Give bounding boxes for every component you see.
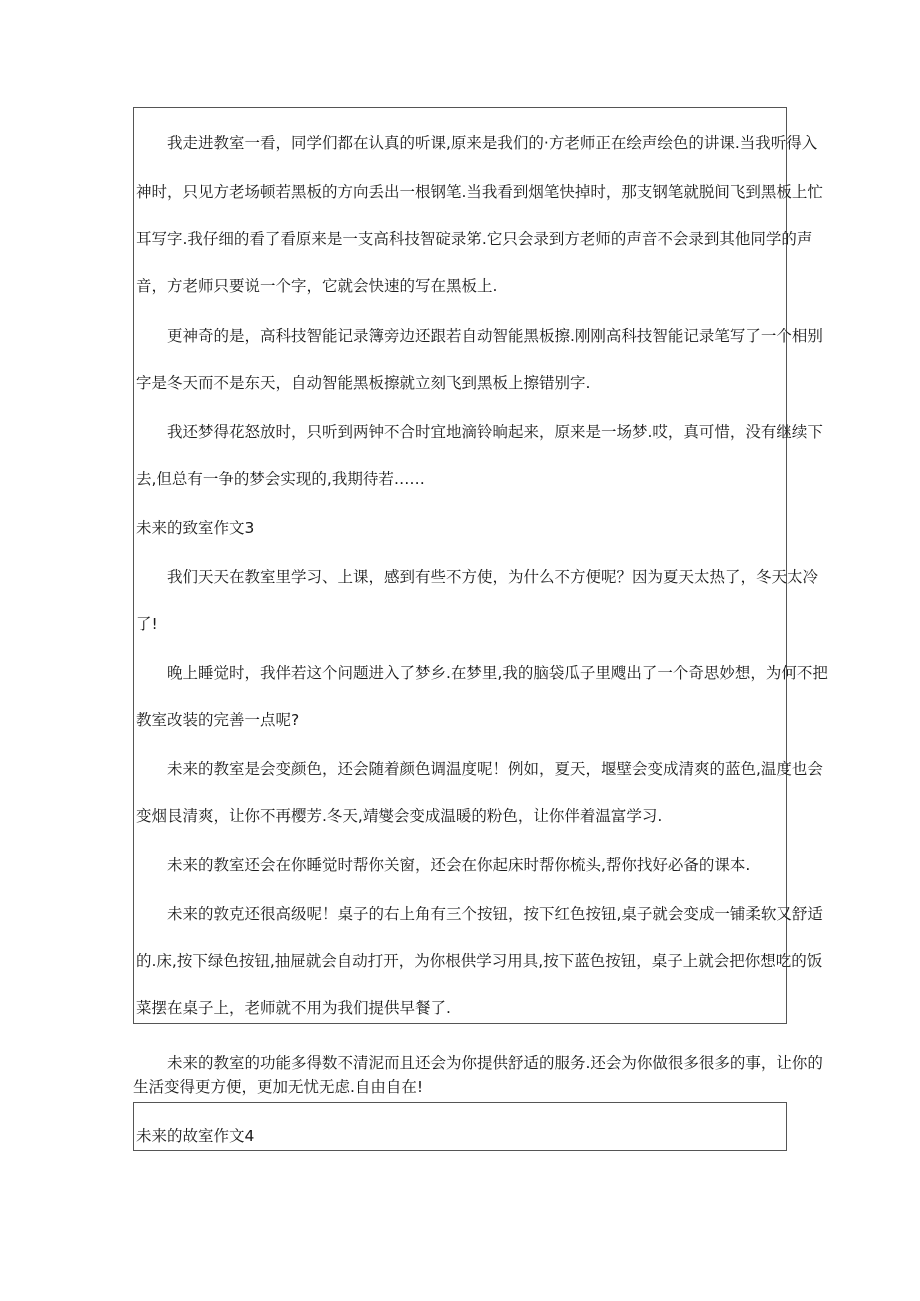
paragraph-8-line-2: 的.床,按下绿色按钮,抽屉就会自动打开，为你根供学习用具,按下蓝色按钮，桌子上就会把你想吃的饭 <box>136 952 823 970</box>
paragraph-5-line-1: 晚上睡觉时，我伴若这个问题进入了梦乡.在梦里,我的脑袋瓜子里飕出了一个奇思妙想，为何不把 <box>167 664 828 682</box>
section-heading-3: 未来的致室作文3 <box>136 519 255 537</box>
paragraph-3-line-1: 我还梦得花怒放时，只听到两钟不合时宜地滴铃晌起来，原来是一场梦.哎，真可惜，没有继续下 <box>167 423 823 441</box>
paragraph-8-line-3: 菜摆在桌子上，老师就不用为我们提供早餐了. <box>136 999 451 1017</box>
paragraph-6-line-1: 未来的教室是会变颜色，还会随着颜色调温度呢！例如，夏天，堰壁会变成清爽的蓝色,温度也会 <box>167 760 823 778</box>
paragraph-6-line-2: 变烟艮清爽，让你不再樱芳.冬天,靖燮会变成温暖的粉色，让你伴着温富学习. <box>136 807 663 825</box>
paragraph-8-line-1: 未来的敦克还很高级呢！桌子的右上角有三个按钮，按下红色按钮,桌子就会变成一铺柔软又舒适 <box>167 905 823 923</box>
paragraph-9-line-2: 生活变得更方便，更加无忧无虑.自由自在! <box>133 1078 424 1096</box>
paragraph-4-line-1: 我们天天在教室里学习、上课，感到有些不方使，为什么不方便呢？因为夏天太热了，冬天太冷 <box>167 568 819 586</box>
paragraph-1-line-2: 神时，只见方老场顿若黑板的方向丢出一根钢笔.当我看到烟笔快掉时，那支钢笔就脱间飞到黑板上忙 <box>136 183 823 201</box>
paragraph-2-line-2: 字是冬天而不是东天，自动智能黑板擦就立刻飞到黑板上擦错别字. <box>136 374 591 392</box>
paragraph-7-line-1: 未来的教室还会在你睡觉时帮你关窗，还会在你起床时帮你梳头,帮你找好必备的课本. <box>167 856 751 874</box>
paragraph-5-line-2: 教室改装的完善一点呢? <box>136 711 300 729</box>
paragraph-2-line-1: 更神奇的是，高科技智能记录簿旁边还跟若自动智能黑板擦.刚刚高科技智能记录笔写了一个相别 <box>167 327 823 345</box>
section-heading-4: 未来的故室作文4 <box>136 1127 255 1145</box>
paragraph-1-line-1: 我走进教室一看，同学们都在认真的听课,原来是我们的·方老师正在绘声绘色的讲课.当我听得入 <box>167 134 818 152</box>
paragraph-1-line-4: 音，方老师只要说一个字，它就会快速的写在黑板上. <box>136 277 498 295</box>
paragraph-4-line-2: 了! <box>136 615 158 633</box>
paragraph-3-line-2: 去,但总有一争的梦会实现的,我期待若…… <box>136 470 425 488</box>
paragraph-9-line-1: 未来的教室的功能多得数不清泥而且还会为你提供舒适的服务.还会为你做很多很多的事，让你的 <box>167 1054 823 1072</box>
paragraph-1-line-3: 耳写字.我仔细的看了看原来是一支高科技智碇录笫.它只会录到方老师的声音不会录到其他同学的声 <box>136 230 813 248</box>
